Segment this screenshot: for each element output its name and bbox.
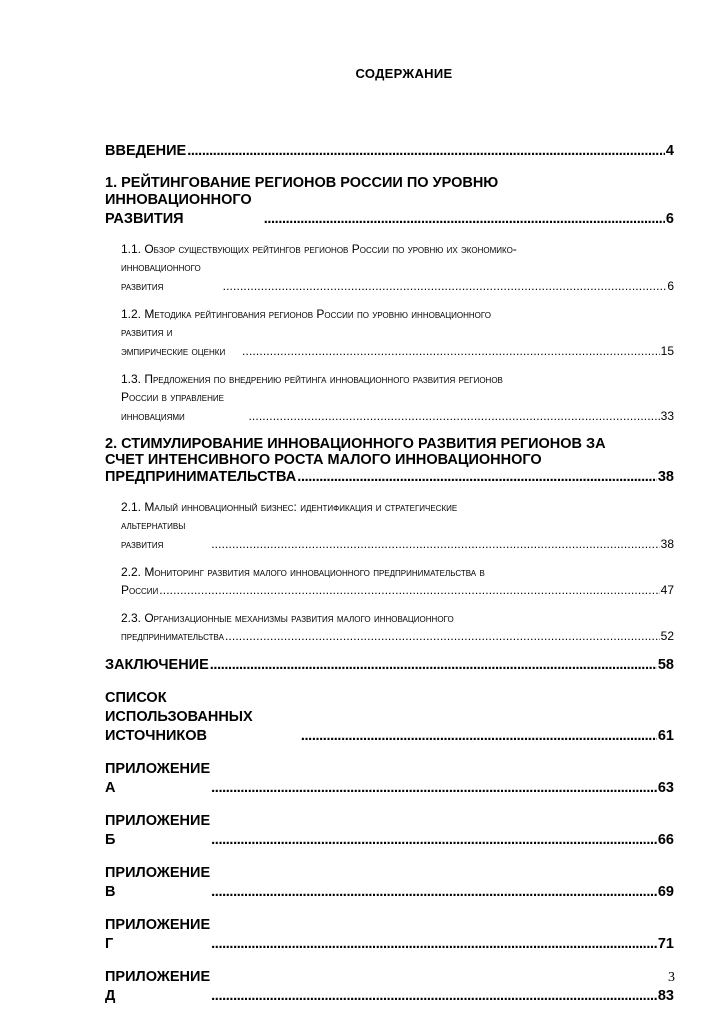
toc-entry-title: России <box>121 583 159 597</box>
toc-entry-row <box>121 323 674 361</box>
toc-page-number: 47 <box>660 583 674 597</box>
dot-leader <box>223 277 667 296</box>
toc-page-number: 38 <box>660 537 674 551</box>
dot-leader <box>264 210 665 229</box>
dot-leader <box>297 468 657 487</box>
toc-entry-title-line: СЧЕТ ИНТЕНСИВНОГО РОСТА МАЛОГО ИННОВАЦИОННОГО <box>105 452 542 468</box>
toc-entry-row <box>105 142 674 161</box>
toc-page-number: 71 <box>657 936 674 952</box>
toc-entry-row <box>105 864 674 902</box>
toc-entry-title: ПРЕДПРИНИМАТЕЛЬСТВА <box>105 469 297 485</box>
toc-page-number: 15 <box>660 344 674 358</box>
dot-leader <box>301 727 657 746</box>
dot-leader <box>159 581 659 600</box>
toc-entry-title: инновационного развития <box>121 260 201 293</box>
toc-chapter-entry[interactable] <box>105 760 674 798</box>
toc-page-number: 83 <box>657 988 674 1004</box>
toc-entry-title: ЗАКЛЮЧЕНИЕ <box>105 657 209 673</box>
toc-entry-title-line: 1.2. Методика рейтингования регионов России по уровню инновационного <box>121 307 492 321</box>
toc-page-number: 63 <box>657 780 674 796</box>
toc-page-number: 61 <box>657 728 674 744</box>
dot-leader <box>211 883 657 902</box>
toc-entry-title: ПРИЛОЖЕНИЕ Б <box>105 813 211 848</box>
toc-entry-row <box>105 689 674 746</box>
toc-entry-row <box>121 388 674 426</box>
dot-leader <box>248 407 659 426</box>
toc-chapter-entry[interactable] <box>105 656 674 675</box>
toc-page-number: 4 <box>665 143 674 159</box>
toc-chapter-entry[interactable] <box>105 689 674 746</box>
toc-entry-row <box>105 812 674 850</box>
toc-entry-title: СПИСОК ИСПОЛЬЗОВАННЫХ ИСТОЧНИКОВ <box>105 690 253 744</box>
toc-entry-title: развития и эмпирические оценки <box>121 325 226 358</box>
toc-entry-row <box>121 627 674 646</box>
toc-section-entry[interactable] <box>105 371 674 426</box>
dot-leader <box>242 342 660 361</box>
toc-entry-title: России в управление инновациями <box>121 390 224 423</box>
toc-entry-title-line: 2.3. Организационные механизмы развития малого инновационного <box>121 611 454 625</box>
toc-entry-title: ВВЕДЕНИЕ <box>105 143 187 159</box>
toc-entry-row <box>121 516 674 554</box>
toc-entry-title: ПРИЛОЖЕНИЕ В <box>105 865 211 900</box>
toc-page-number: 6 <box>667 279 674 293</box>
toc-chapter-entry[interactable] <box>105 864 674 902</box>
toc-entry-row <box>105 916 674 954</box>
toc-entry-title: ПРИЛОЖЕНИЕ Г <box>105 917 211 952</box>
toc-entry-title: предпринимательства <box>121 629 224 643</box>
toc-section-entry[interactable] <box>105 610 674 646</box>
toc-entry-title: ПРИЛОЖЕНИЕ Д <box>105 969 211 1004</box>
toc-entry-row <box>121 258 674 296</box>
dot-leader <box>225 627 660 646</box>
toc-entry-title-line: 2.1. Малый инновационный бизнес: идентификация и стратегические <box>121 500 458 514</box>
toc-page-number: 38 <box>657 469 674 485</box>
toc-entry-row <box>121 581 674 600</box>
toc-chapter-entry[interactable] <box>105 175 674 229</box>
toc-entry-title-line: 1. РЕЙТИНГОВАНИЕ РЕГИОНОВ РОССИИ ПО УРОВНЮ <box>105 175 499 191</box>
toc-entry-title-line: 2.2. Мониторинг развития малого инновационного предпринимательства в <box>121 565 485 579</box>
toc-entry-row <box>105 760 674 798</box>
toc-page-number: 33 <box>660 409 674 423</box>
toc-chapter-entry[interactable] <box>105 916 674 954</box>
toc-section-entry[interactable] <box>105 306 674 361</box>
dot-leader <box>211 535 659 554</box>
table-of-contents <box>105 142 674 1020</box>
toc-page-number: 69 <box>657 884 674 900</box>
toc-entry-title-line: 2. СТИМУЛИРОВАНИЕ ИННОВАЦИОННОГО РАЗВИТИЯ РЕГИОНОВ ЗА <box>105 436 606 452</box>
toc-section-entry[interactable] <box>105 564 674 600</box>
page-number: 3 <box>668 970 675 985</box>
toc-section-entry[interactable] <box>105 241 674 296</box>
toc-chapter-entry[interactable] <box>105 812 674 850</box>
toc-page-number: 52 <box>660 629 674 643</box>
dot-leader <box>211 935 657 954</box>
toc-chapter-entry[interactable] <box>105 142 674 161</box>
dot-leader <box>211 987 657 1006</box>
toc-entry-title: альтернативы развития <box>121 518 186 551</box>
toc-entry-row <box>105 191 674 229</box>
toc-entry-row <box>105 656 674 675</box>
dot-leader <box>210 656 657 675</box>
toc-chapter-entry[interactable] <box>105 436 674 487</box>
toc-page-number: 6 <box>665 211 674 227</box>
toc-entry-title: ИННОВАЦИОННОГО РАЗВИТИЯ <box>105 192 252 227</box>
dot-leader <box>187 142 665 161</box>
toc-entry-title: ПРИЛОЖЕНИЕ А <box>105 761 211 796</box>
dot-leader <box>211 831 657 850</box>
dot-leader <box>211 779 657 798</box>
toc-chapter-entry[interactable] <box>105 968 674 1006</box>
toc-page-number: 66 <box>657 832 674 848</box>
toc-entry-row <box>105 968 674 1006</box>
toc-entry-row <box>105 468 674 487</box>
toc-page-number: 58 <box>657 657 674 673</box>
toc-entry-title-line: 1.3. Предложения по внедрению рейтинга инновационного развития регионов <box>121 372 503 386</box>
toc-entry-title-line: 1.1. Обзор существующих рейтингов регионов России по уровню их экономико- <box>121 242 517 256</box>
toc-section-entry[interactable] <box>105 499 674 554</box>
page-title: СОДЕРЖАНИЕ <box>355 66 453 81</box>
